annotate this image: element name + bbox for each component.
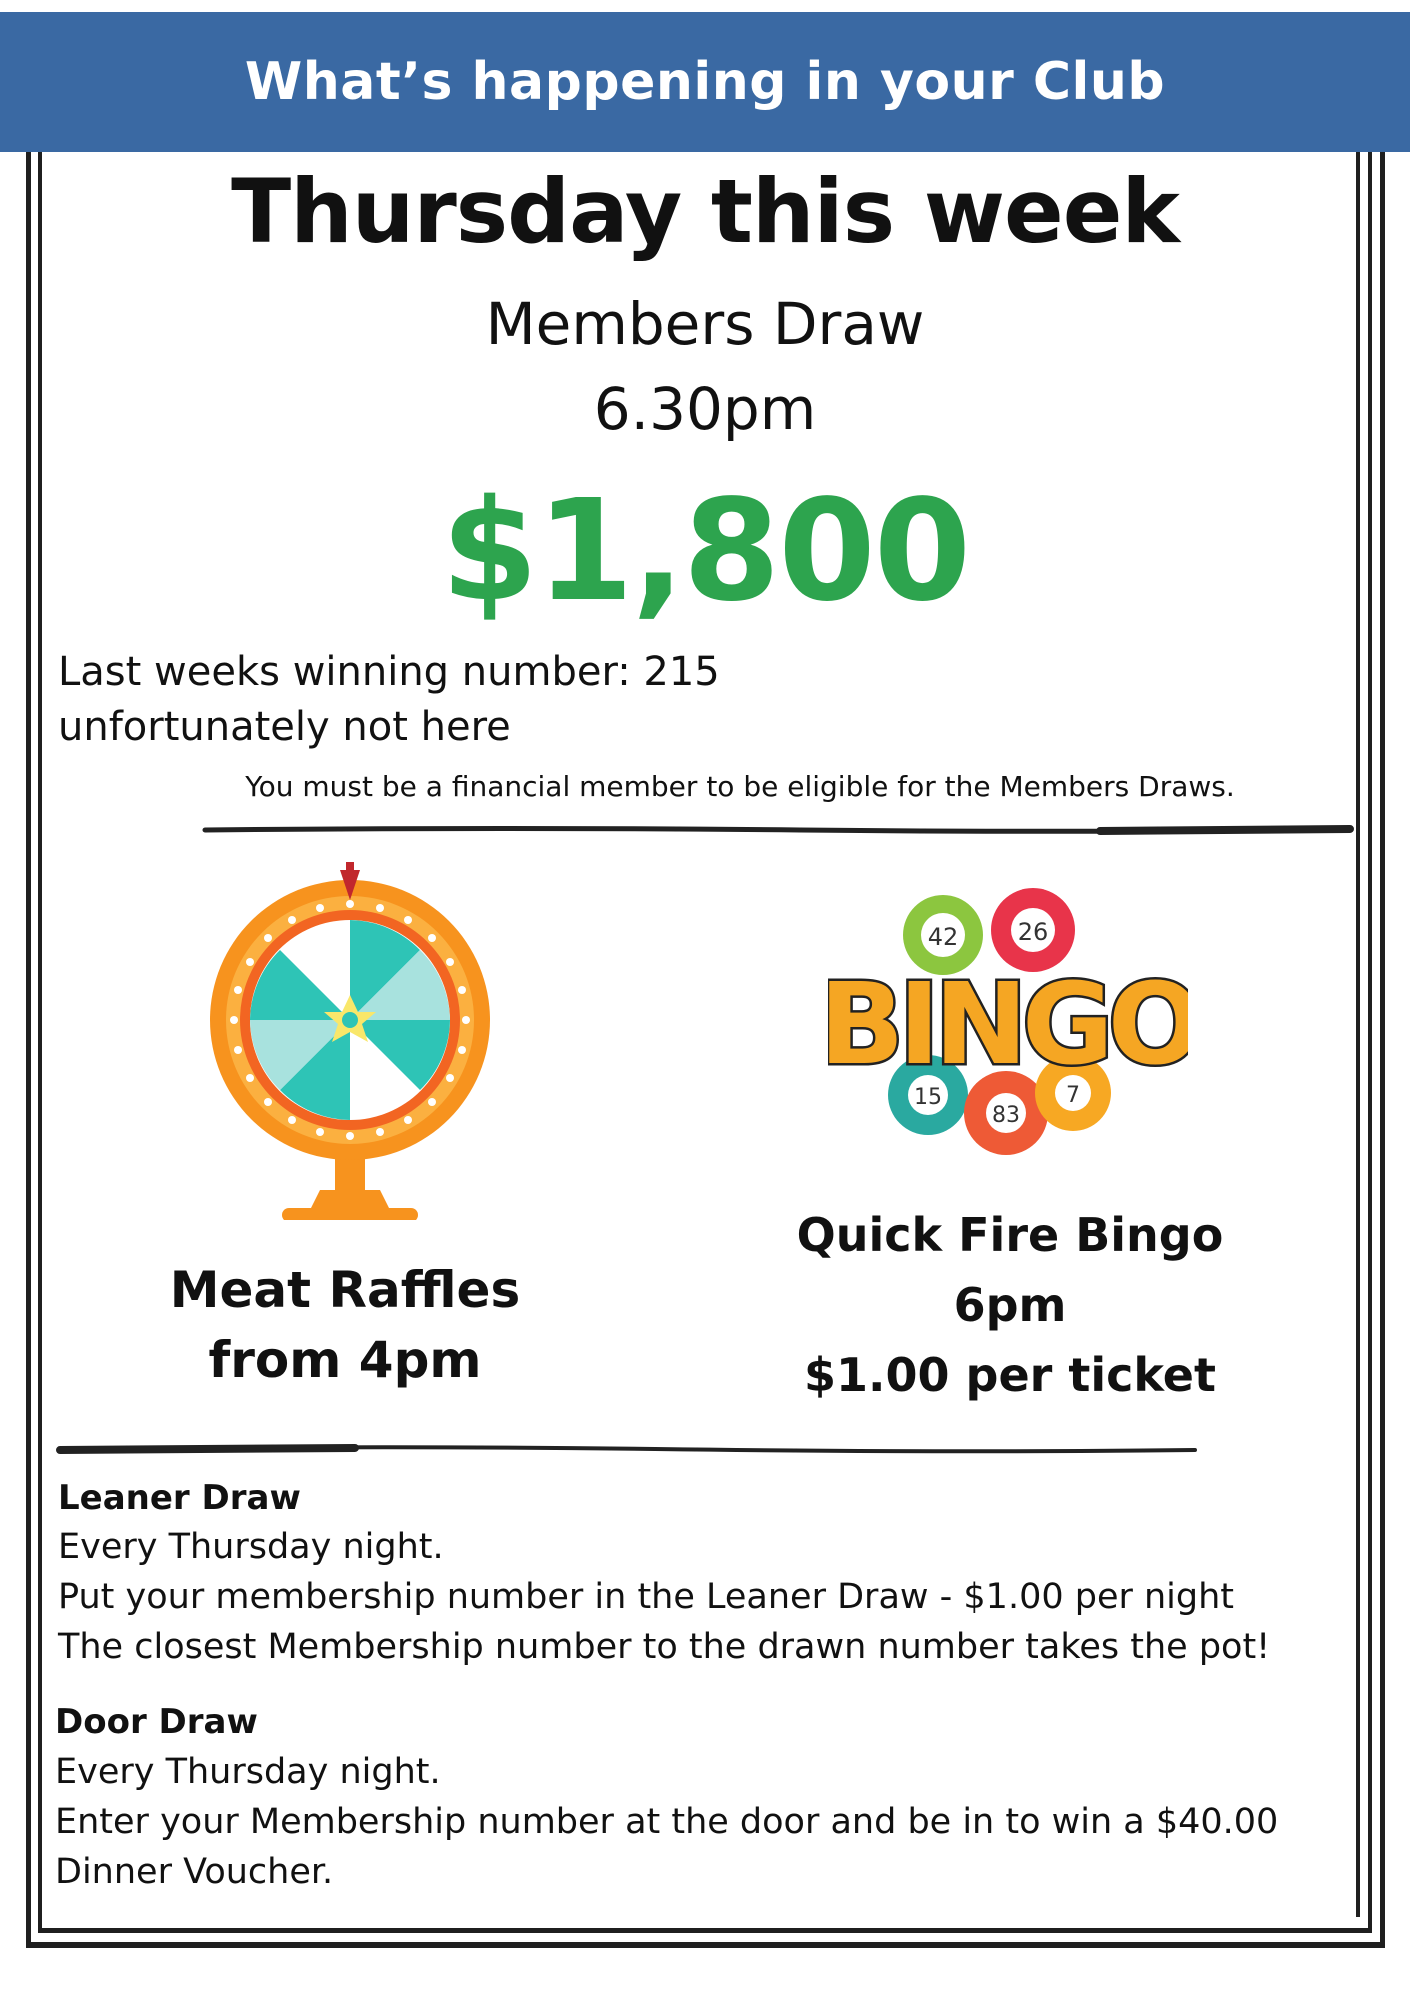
prize-wheel-icon [210, 860, 490, 1224]
jackpot-amount: $1,800 [440, 470, 970, 633]
bingo-title: Quick Fire Bingo [796, 1208, 1224, 1262]
ball-number-15: 15 [914, 1085, 942, 1110]
door-draw-title: Door Draw [55, 1702, 258, 1742]
meat-raffles-time: from 4pm [208, 1331, 482, 1389]
leaner-draw-line-2: Put your membership number in the Leaner Draw - $1.00 per night [58, 1577, 1235, 1617]
last-week-info [58, 645, 720, 755]
door-draw-line-2: Enter your Membership number at the door and be in to win a $40.00 [55, 1802, 1279, 1842]
frame-bottom-inner [38, 1928, 1372, 1933]
page-title: Thursday this week [231, 160, 1179, 263]
door-draw-line-3: Dinner Voucher. [55, 1852, 334, 1892]
ball-number-26: 26 [1017, 918, 1049, 946]
members-draw-time: 6.30pm [593, 375, 817, 443]
frame-bottom-outer [26, 1942, 1385, 1948]
leaner-draw-line-3: The closest Membership number to the drawn number takes the pot! [58, 1627, 1271, 1667]
leaner-draw-line-1: Every Thursday night. [58, 1527, 444, 1567]
members-draw-label: Members Draw [485, 290, 925, 358]
bingo-time: 6pm [953, 1278, 1067, 1332]
header-banner [0, 12, 1410, 152]
ball-number-83: 83 [992, 1103, 1020, 1128]
ball-number-7: 7 [1066, 1083, 1080, 1108]
divider-bottom [55, 1440, 1205, 1460]
bingo-price: $1.00 per ticket [804, 1348, 1216, 1402]
door-draw-line-1: Every Thursday night. [55, 1752, 441, 1792]
last-week-number: Last weeks winning number: 215 [58, 649, 720, 695]
quick-fire-bingo [760, 1200, 1260, 1410]
bingo-logo-icon [828, 885, 1188, 1169]
meat-raffles-title: Meat Raffles [169, 1261, 521, 1319]
leaner-draw-title: Leaner Draw [58, 1478, 301, 1518]
ball-number-42: 42 [927, 923, 959, 951]
bingo-logo-text: BINGO [828, 960, 1188, 1090]
eligibility-note: You must be a financial member to be eligible for the Members Draws. [245, 770, 1235, 803]
banner-title: What’s happening in your Club [244, 52, 1166, 112]
last-week-status: unfortunately not here [58, 704, 511, 750]
divider-top [200, 820, 1360, 840]
meat-raffles [120, 1255, 570, 1395]
